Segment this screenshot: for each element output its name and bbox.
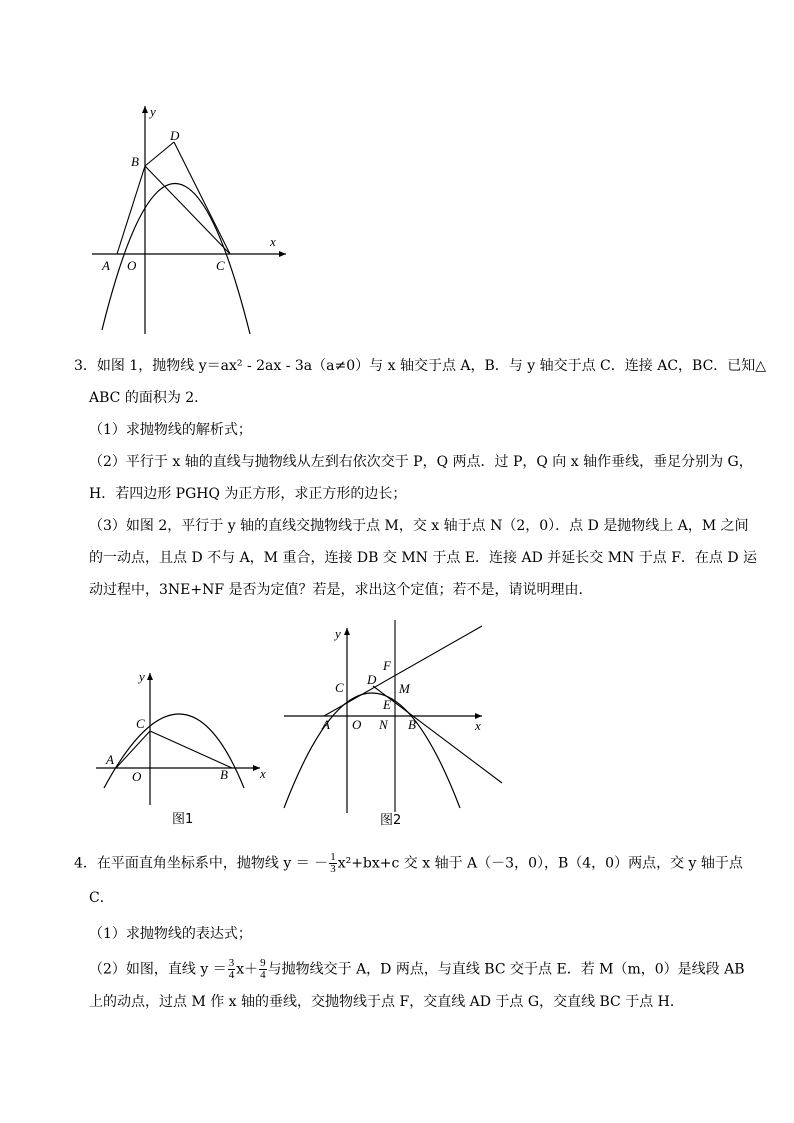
segment-CB — [150, 731, 232, 768]
q4-part2-pre: （2）如图，直线 y ＝ — [89, 961, 227, 978]
q4-fraction-nine-quarters: $\frac{9}{4}$ — [260, 957, 266, 981]
q4-number: 4 — [74, 855, 83, 872]
label-F: F — [383, 658, 391, 673]
label-E: E — [383, 697, 391, 712]
q3-part1: （1）求抛物线的解析式； — [89, 422, 252, 438]
label-C: C — [216, 258, 225, 273]
label-O: O — [132, 769, 142, 784]
label-C: C — [335, 680, 344, 695]
figure-1 — [92, 665, 282, 830]
q4-part2-line1 — [89, 958, 745, 981]
label-B: B — [408, 717, 416, 732]
label-x: x — [260, 766, 266, 781]
q4-line1 — [74, 852, 743, 875]
segment-DC — [174, 142, 230, 254]
segment-BD — [145, 142, 174, 166]
q3-part3-line3: 动过程中，3NE+NF 是否为定值？若是，求出这个定值；若不是，请说明理由． — [89, 582, 593, 598]
figure-top-parabola — [90, 100, 300, 340]
figure1-caption: 图1 — [172, 812, 194, 827]
q4-text-1-pre: ．在平面直角坐标系中，抛物线 y ＝ － — [82, 855, 329, 872]
q3-line1 — [74, 356, 766, 376]
label-N: N — [379, 717, 388, 732]
label-x: x — [270, 234, 276, 249]
q4-part2-line2: 上的动点，过点 M 作 x 轴的垂线，交抛物线于点 F，交直线 AD 于点 G，交直线 BC 于点 H． — [89, 994, 684, 1010]
label-y: y — [139, 669, 145, 684]
q4-text-1-post: x²+bx+c 交 x 轴于 A（－3，0），B（4，0）两点，交 y 轴于点 — [337, 855, 743, 872]
label-B: B — [220, 767, 228, 782]
q3-part3-line1: （3）如图 2，平行于 y 轴的直线交抛物线于点 M，交 x 轴于点 N（2，0）．点 D 是抛物线上 A，M 之间 — [89, 518, 749, 534]
label-y: y — [335, 626, 341, 641]
parabola-curve — [102, 183, 250, 334]
q3-part2-line2: H．若四边形 PGHQ 为正方形，求正方形的边长； — [89, 486, 407, 502]
label-M: M — [399, 681, 410, 696]
q4-fraction-three-quarters: $\frac{3}{4}$ — [228, 957, 235, 981]
label-C: C — [136, 716, 145, 731]
segment-AC — [116, 731, 150, 768]
label-D: D — [367, 672, 377, 687]
q4-part2-mid: x＋ — [236, 961, 259, 978]
q4-part2-post: 与抛物线交于 A，D 两点，与直线 BC 交于点 E．若 M（m，0）是线段 AB — [267, 961, 745, 978]
label-A: A — [106, 752, 114, 767]
segment-AB — [117, 166, 145, 254]
label-D: D — [170, 128, 180, 143]
line-DB — [373, 686, 502, 783]
label-A: A — [322, 717, 330, 732]
segment-BC — [145, 166, 230, 254]
q4-fraction-one-third: $\frac{1}{3}$ — [330, 851, 336, 875]
q3-part3-line2: 的一动点，且点 D 不与 A，M 重合，连接 DB 交 MN 于点 E．连接 AD 并延长交 MN 于点 F．在点 D 运 — [89, 550, 758, 566]
q4-line2: C． — [89, 890, 114, 906]
q3-text-1: ．如图 1，抛物线 y＝ax² - 2ax - 3a（a≠0）与 x 轴交于点 A，B．与 y 轴交于点 C．连接 AC，BC．已知△ — [82, 358, 767, 374]
figure2-caption: 图2 — [380, 813, 402, 828]
q4-part1: （1）求抛物线的表达式； — [89, 926, 252, 942]
label-O: O — [352, 717, 362, 732]
label-A: A — [102, 258, 110, 273]
q3-line2: ABC 的面积为 2． — [89, 390, 209, 406]
label-O: O — [127, 258, 137, 273]
label-x: x — [475, 718, 481, 733]
q3-number: 3 — [74, 358, 83, 374]
line-AF — [324, 626, 482, 716]
parabola-curve — [284, 693, 460, 808]
label-y: y — [150, 104, 156, 119]
figure-2 — [280, 618, 510, 830]
label-B: B — [131, 154, 139, 169]
q3-part2-line1: （2）平行于 x 轴的直线与抛物线从左到右依次交于 P，Q 两点．过 P，Q 向 x 轴作垂线，垂足分别为 G， — [89, 454, 753, 470]
